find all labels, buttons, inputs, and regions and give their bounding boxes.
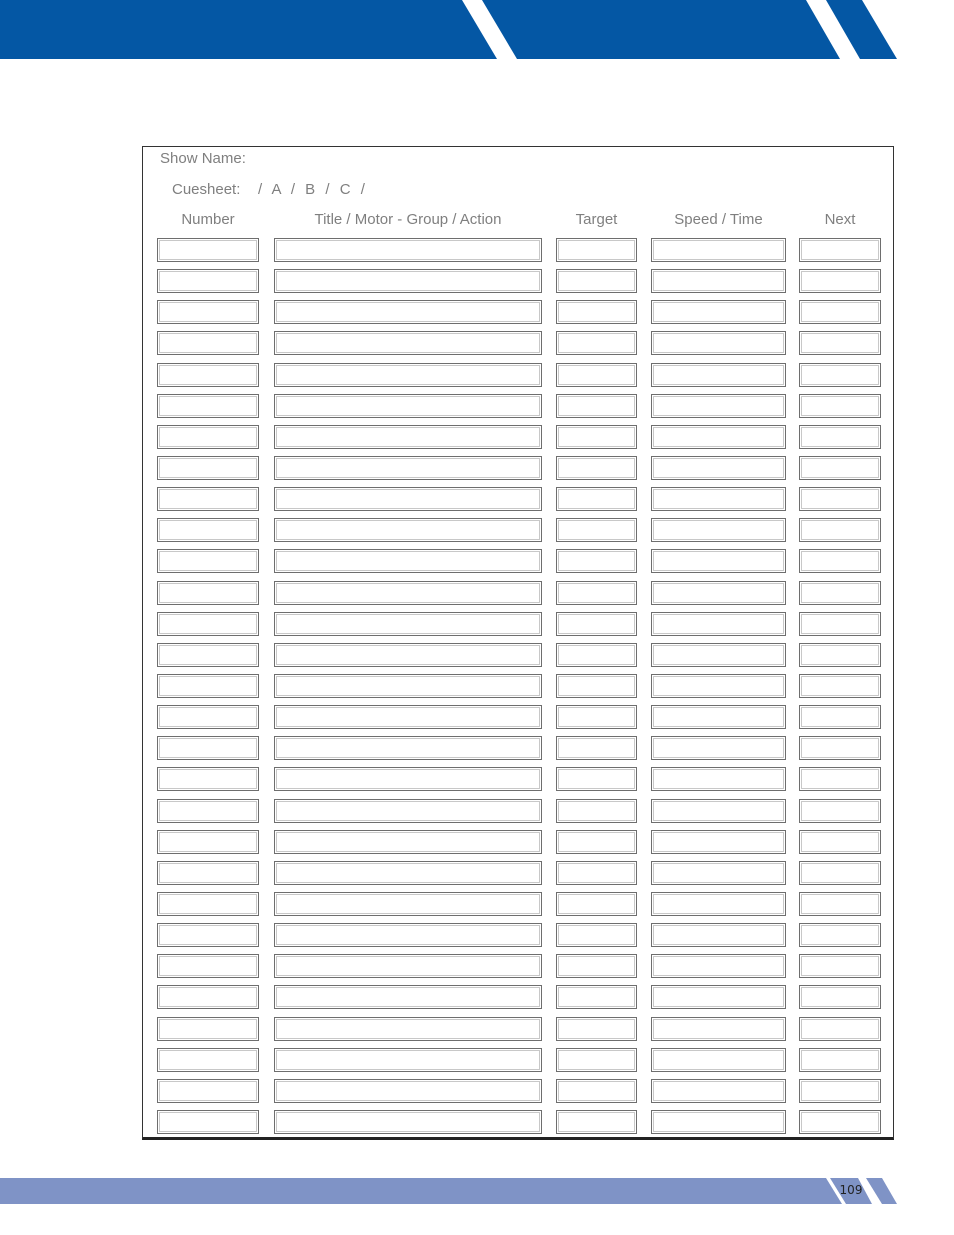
cell-next [799,363,881,387]
cell-title [274,363,542,387]
cell-speed-time [651,425,786,449]
cell-target [556,830,637,854]
cell-title [274,300,542,324]
cell-speed-time [651,830,786,854]
cell-target [556,1079,637,1103]
cell-target [556,425,637,449]
cell-number [157,830,259,854]
cell-next [799,985,881,1009]
cell-number [157,767,259,791]
cell-next [799,1017,881,1041]
cell-speed-time [651,705,786,729]
cell-speed-time [651,331,786,355]
cell-target [556,767,637,791]
cell-next [799,581,881,605]
banner-band-middle [482,0,840,59]
cell-title [274,238,542,262]
cell-speed-time [651,300,786,324]
cell-speed-time [651,394,786,418]
cell-title [274,456,542,480]
cell-title [274,767,542,791]
cell-speed-time [651,363,786,387]
cell-target [556,363,637,387]
cell-number [157,425,259,449]
cell-next [799,767,881,791]
cell-next [799,394,881,418]
cell-target [556,705,637,729]
cell-next [799,705,881,729]
cell-target [556,612,637,636]
cell-speed-time [651,487,786,511]
cell-number [157,363,259,387]
column-header-next: Next [824,211,856,228]
cell-number [157,643,259,667]
cell-target [556,238,637,262]
cell-speed-time [651,892,786,916]
cell-title [274,954,542,978]
cell-number [157,238,259,262]
cell-title [274,518,542,542]
cell-title [274,1017,542,1041]
cell-title [274,705,542,729]
cell-title [274,830,542,854]
cell-target [556,394,637,418]
cell-speed-time [651,1110,786,1134]
banner-band-left [0,0,497,59]
cell-target [556,300,637,324]
cell-title [274,799,542,823]
cell-next [799,549,881,573]
cell-target [556,518,637,542]
cell-target [556,1017,637,1041]
cell-speed-time [651,736,786,760]
cell-number [157,985,259,1009]
cell-next [799,1110,881,1134]
top-banner [0,0,954,62]
page-number: 109 [839,1183,863,1197]
cell-number [157,331,259,355]
cell-speed-time [651,799,786,823]
cell-speed-time [651,861,786,885]
cell-target [556,581,637,605]
column-header-title: Title / Motor - Group / Action [314,211,502,228]
cell-title [274,394,542,418]
cell-next [799,425,881,449]
cell-next [799,830,881,854]
cell-title [274,892,542,916]
cell-title [274,581,542,605]
cell-next [799,238,881,262]
banner-band-right [826,0,897,59]
cell-number [157,736,259,760]
cell-speed-time [651,1079,786,1103]
cell-target [556,985,637,1009]
cell-number [157,861,259,885]
cell-number [157,923,259,947]
cell-title [274,425,542,449]
cell-speed-time [651,612,786,636]
cell-number [157,1017,259,1041]
cell-number [157,705,259,729]
cell-number [157,487,259,511]
cell-target [556,549,637,573]
cell-number [157,799,259,823]
cell-target [556,892,637,916]
cell-title [274,269,542,293]
cell-target [556,736,637,760]
cell-next [799,861,881,885]
cell-speed-time [651,269,786,293]
cell-title [274,487,542,511]
cell-speed-time [651,518,786,542]
cell-title [274,861,542,885]
cell-next [799,643,881,667]
cell-speed-time [651,1017,786,1041]
cell-target [556,861,637,885]
cell-next [799,799,881,823]
cell-title [274,736,542,760]
cell-target [556,269,637,293]
cell-next [799,892,881,916]
cell-number [157,1110,259,1134]
cell-number [157,674,259,698]
cell-title [274,923,542,947]
footer-band [0,1178,842,1204]
show-name-label: Show Name: [160,150,246,167]
cell-speed-time [651,1048,786,1072]
cell-title [274,1048,542,1072]
cell-target [556,1110,637,1134]
cell-number [157,581,259,605]
cell-target [556,487,637,511]
cell-number [157,612,259,636]
cell-number [157,269,259,293]
cell-speed-time [651,674,786,698]
cell-next [799,612,881,636]
column-header-target: Target [575,211,618,228]
cell-target [556,643,637,667]
cell-number [157,518,259,542]
cell-target [556,799,637,823]
cell-speed-time [651,643,786,667]
cell-speed-time [651,456,786,480]
cell-title [274,1079,542,1103]
cell-number [157,300,259,324]
column-header-speed-time: Speed / Time [674,211,763,228]
cell-number [157,892,259,916]
cell-number [157,394,259,418]
cell-next [799,269,881,293]
cell-title [274,549,542,573]
cell-speed-time [651,581,786,605]
cell-target [556,674,637,698]
cell-next [799,1079,881,1103]
cell-target [556,331,637,355]
cuesheet-options: / A / B / C / [258,181,365,198]
cell-next [799,518,881,542]
cell-number [157,456,259,480]
cell-speed-time [651,767,786,791]
cell-title [274,674,542,698]
cell-next [799,954,881,978]
cell-next [799,674,881,698]
cell-next [799,456,881,480]
cell-speed-time [651,923,786,947]
cell-next [799,736,881,760]
cell-speed-time [651,954,786,978]
cell-number [157,549,259,573]
cell-target [556,1048,637,1072]
cell-number [157,954,259,978]
cell-target [556,923,637,947]
cell-target [556,456,637,480]
cell-next [799,331,881,355]
cell-title [274,612,542,636]
column-header-number: Number [181,211,235,228]
cell-title [274,643,542,667]
cell-next [799,1048,881,1072]
cuesheet-label: Cuesheet: [172,181,241,198]
bottom-banner [0,1176,954,1208]
cell-title [274,985,542,1009]
cell-next [799,923,881,947]
cell-next [799,487,881,511]
cell-target [556,954,637,978]
cell-title [274,1110,542,1134]
cell-speed-time [651,549,786,573]
cell-next [799,300,881,324]
cell-speed-time [651,238,786,262]
cell-number [157,1079,259,1103]
cell-title [274,331,542,355]
cell-number [157,1048,259,1072]
cell-speed-time [651,985,786,1009]
